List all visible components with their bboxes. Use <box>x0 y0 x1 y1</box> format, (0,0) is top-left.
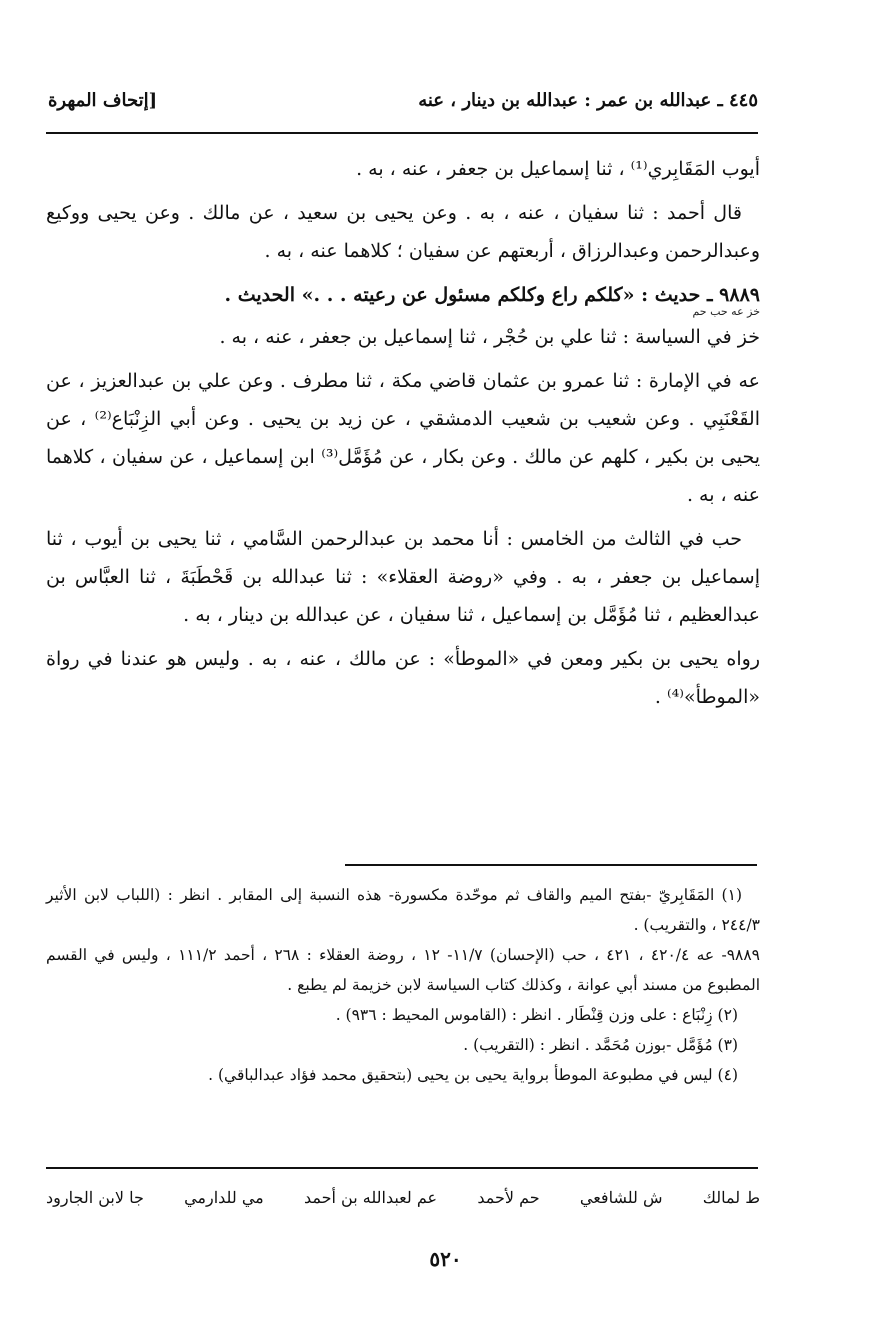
legend-item: مي للدارمي <box>184 1188 264 1207</box>
page-number: ٥٢٠ <box>429 1247 462 1271</box>
hadith-sigla: خز عه حب حم <box>692 305 760 318</box>
footnote-1: (١) المَقَابِريّ -بفتح الميم والقاف ثم موحّدة مكسورة- هذه النسبة إلى المقابر . انظر : (اللباب لابن الأثير ٢٤٤/٣ ، والتقريب) . <box>46 886 760 934</box>
footnote-rule <box>345 864 757 866</box>
header-chapter-title: ٤٤٥ ـ عبدالله بن عمر : عبدالله بن دينار ، عنه <box>418 90 758 111</box>
abbreviation-legend <box>46 1188 760 1207</box>
footnote-hadith-sources: ٩٨٨٩- عه ٤٢٠/٤ ، ٤٢١ ، حب (الإحسان) ١١/٧- ١٢ ، روضة العقلاء : ٢٦٨ ، أحمد ١١١/٢ ، وليس في القسم المطبوع من مسند أبي عوانة ، وكذلك كتاب السياسة لابن خزيمة لم يطبع . <box>46 946 760 994</box>
footnotes <box>46 880 760 1090</box>
legend-item: جا لابن الجارود <box>46 1188 144 1207</box>
paragraph-awanah: عه في الإمارة : ثنا عمرو بن عثمان قاضي مكة ، ثنا مطرف . وعن علي بن عبدالعزيز ، عن القَعْنَبِي . وعن شعيب بن شعيب الدمشقي ، عن زيد بن يحيى . وعن أبي الزِنْبَاع⁽²⁾ ، عن يحيى بن بكير ، كلهم عن مالك . وعن بكار ، عن مُؤَمَّل⁽³⁾ ابن إسماعيل ، عن سفيان ، كلاهما عنه ، به . <box>46 370 760 506</box>
footnote-2: (٢) زِنْبَاع : على وزن قِنْطَار . انظر : (القاموس المحيط : ٩٣٦) . <box>335 1006 738 1024</box>
footnote-4: (٤) ليس في مطبوعة الموطأ برواية يحيى بن يحيى (بتحقيق محمد فؤاد عبدالباقي) . <box>208 1066 738 1084</box>
paragraph-continuation: أيوب المَقَابِري⁽¹⁾ ، ثنا إسماعيل بن جعفر ، عنه ، به . <box>356 158 760 180</box>
legend-item: عم لعبدالله بن أحمد <box>303 1188 438 1207</box>
legend-item: ط لمالك <box>702 1188 760 1207</box>
paragraph-muwatta: رواه يحيى بن بكير ومعن في «الموطأ» : عن مالك ، عنه ، به . وليس هو عندنا في رواة «الموطأ»⁽⁴⁾ . <box>46 648 760 708</box>
header-rule <box>46 132 758 134</box>
footnote-3: (٣) مُؤَمَّل -بوزن مُحَمَّد . انظر : (التقريب) . <box>463 1036 738 1054</box>
legend-rule <box>46 1167 758 1169</box>
legend-item: حم لأحمد <box>477 1188 540 1207</box>
running-header <box>48 90 758 120</box>
paragraph-khuzaymah: خز في السياسة : ثنا علي بن حُجْر ، ثنا إسماعيل بن جعفر ، عنه ، به . <box>219 326 760 348</box>
header-book-title: [إتحاف المهرة <box>48 90 158 111</box>
paragraph-hibban: حب في الثالث من الخامس : أنا محمد بن عبدالرحمن السَّامي ، ثنا يحيى بن أيوب ، ثنا إسماعيل بن جعفر ، به . وفي «روضة العقلاء» : ثنا عبدالله بن قَحْطَبَةَ ، ثنا العبَّاس بن عبدالعظيم ، ثنا مُؤَمَّل بن إسماعيل ، ثنا سفيان ، عن عبدالله بن دينار ، به . <box>46 528 760 626</box>
paragraph-ahmad: قال أحمد : ثنا سفيان ، عنه ، به . وعن يحيى بن سعيد ، عن مالك . وعن يحيى ووكيع وعبدالرحمن وعبدالرزاق ، أربعتهم عن سفيان ؛ كلاهما عنه ، به . <box>46 202 760 262</box>
hadith-heading: ٩٨٨٩ ـ حديث : «كلكم راع وكلكم مسئول عن رعيته . . .» الحديث . <box>224 284 760 306</box>
legend-item: ش للشافعي <box>579 1188 663 1207</box>
main-text <box>46 150 760 722</box>
